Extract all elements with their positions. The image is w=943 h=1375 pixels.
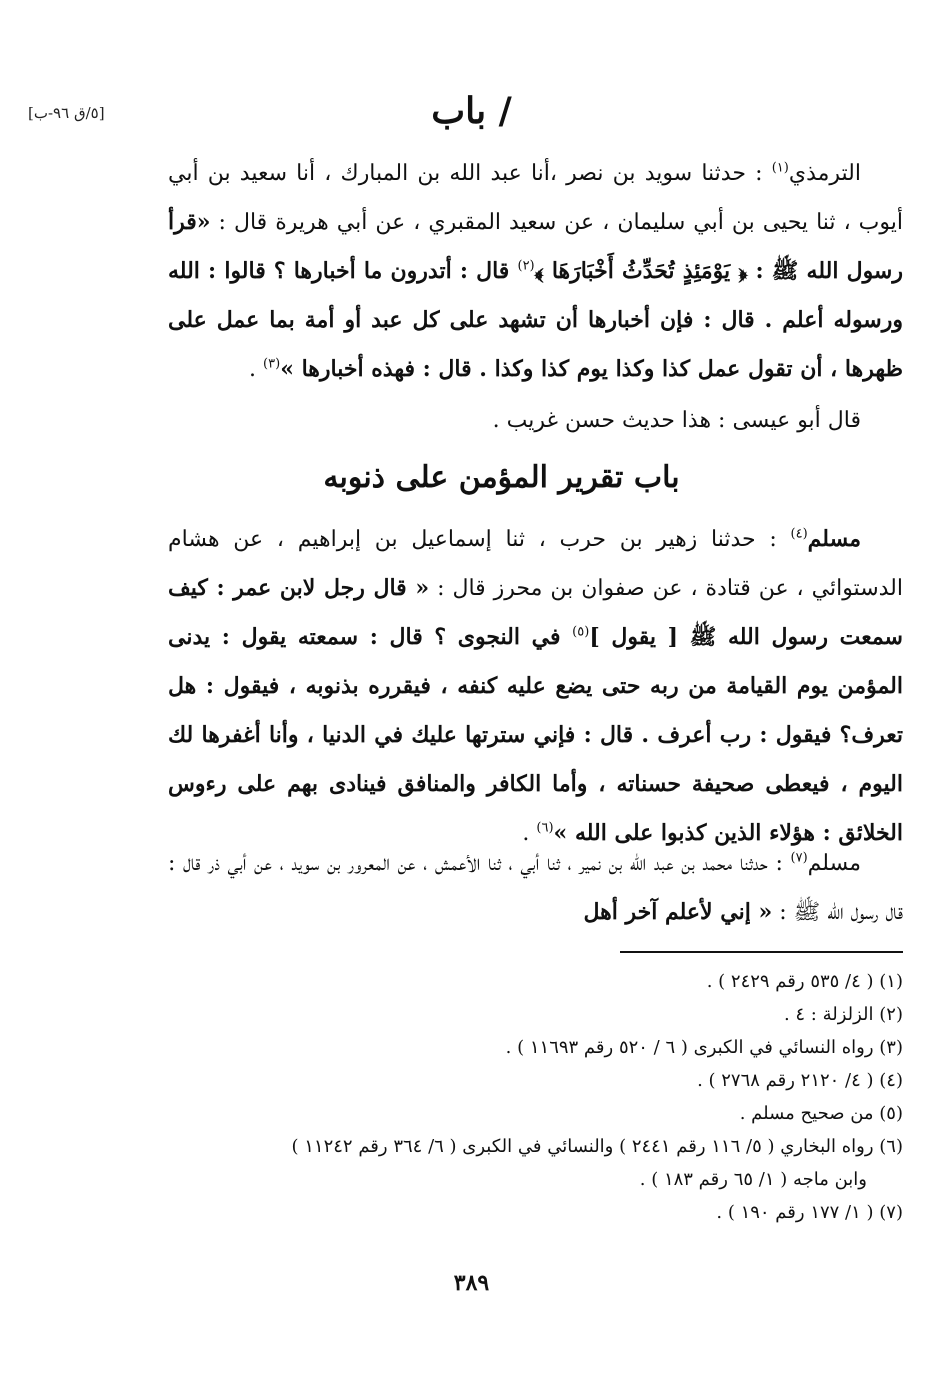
footnote-separator [620, 951, 903, 953]
paragraph-end: . [249, 357, 264, 382]
page-number: ٣٨٩ [453, 1270, 490, 1296]
matn-text: «قرأ رسول الله ﷺ : ﴿ يَوْمَئِذٍ تُحَدِّثُ أَخْبَارَهَا ﴾ [168, 209, 903, 284]
footnote-6: (٦) رواه البخاري ( ٥/ ١١٦ رقم ٢٤٤١ ) والنسائي في الكبرى ( ٦/ ٣٦٤ رقم ١١٢٤٢ ) [291, 1136, 903, 1157]
matn-text: في النجوى ؟ قال : سمعته يقول : يدنى المؤمن يوم القيامة من ربه حتى يضع عليه كنفه ، فيقرره بذنوبه ، فيقول : هل تعرف؟ فيقول : رب أعرف . قال : فإني سترتها عليك في الدنيا ، وأنا أغفرها لك اليوم ، فيعطى صحيفة حسناته ، وأما الكافر والمنافق فينادى بهم على رءوس الخلائق : هؤلاء الذين كذبوا على الله » [168, 624, 903, 846]
isnad-text: : حدثنا سويد بن نصر ،أنا عبد الله بن المبارك ، أنا سعيد بن أبي أيوب ، ثنا يحيى بن أبي سليمان ، عن سعيد المقبري ، عن أبي هريرة قال : [168, 161, 903, 235]
footnote-ref: (٦) [536, 820, 554, 836]
hadith-paragraph-muslim-1 [168, 515, 903, 858]
matn-text: قال : أتدرون ما أخبارها ؟ قالوا : الله ورسوله أعلم . قال : فإن أخبارها أن تشهد على كل عبد أو أمة بما عمل على ظهرها ، أن تقول عمل كذا وكذا يوم كذا وكذا . قال : فهذه أخبارها » [168, 258, 903, 382]
matn-text: « قال رجل لابن عمر : كيف سمعت رسول الله ﷺ [ يقول ] [168, 575, 903, 650]
footnote-ref: (٧) [790, 850, 808, 866]
chapter-title-bab: / باب [431, 90, 512, 132]
source-name: مسلم [807, 526, 861, 552]
section-heading: باب تقرير المؤمن على ذنوبه [323, 460, 680, 495]
footnote-1: (١) ( ٤/ ٥٣٥ رقم ٢٤٢٩ ) . [706, 971, 903, 992]
footnote-3: (٣) رواه النسائي في الكبرى ( ٦ / ٥٢٠ رقم ١١٦٩٣ ) . [505, 1037, 903, 1058]
matn-text: « إني لأعلم آخر أهل [583, 899, 773, 925]
hadith-paragraph-tirmidhi [168, 150, 903, 394]
isnad-text: : حدثنا محمد بن عبد الله بن نمير ، ثنا أبي ، ثنا الأعمش ، عن المعرور بن سويد ، عن أبي ذر قال : قال رسول الله ﷺ : [168, 851, 903, 925]
tirmidhi-grading: قال أبو عيسى : هذا حديث حسن غريب . [492, 408, 861, 433]
source-name: الترمذي [788, 161, 861, 186]
footnote-2: (٢) الزلزلة : ٤ . [783, 1004, 903, 1025]
source-name: مسلم [807, 851, 861, 876]
manuscript-folio-reference: [٥/ق ٩٦-ب] [28, 104, 105, 122]
footnote-ref: (٢) [517, 258, 535, 274]
footnote-ref: (١) [771, 160, 789, 176]
footnotes [168, 965, 903, 1229]
isnad-text: : حدثنا زهير بن حرب ، ثنا إسماعيل بن إبراهيم ، عن هشام الدستوائي ، عن قتادة ، عن صفوان بن محرز قال : [168, 527, 903, 601]
footnote-7: (٧) ( ١/ ١٧٧ رقم ١٩٠ ) . [716, 1202, 903, 1223]
footnote-4: (٤) ( ٤/ ٢١٢٠ رقم ٢٧٦٨ ) . [697, 1070, 903, 1091]
hadith-paragraph-muslim-2 [168, 840, 903, 937]
footnote-ref: (٥) [572, 624, 590, 640]
footnote-5: (٥) من صحيح مسلم . [739, 1103, 903, 1124]
footnote-ref: (٣) [263, 356, 281, 372]
footnote-6-continuation: وابن ماجه ( ١/ ٦٥ رقم ١٨٣ ) . [639, 1169, 867, 1190]
footnote-ref: (٤) [790, 526, 808, 542]
paragraph-end: . [522, 821, 537, 846]
